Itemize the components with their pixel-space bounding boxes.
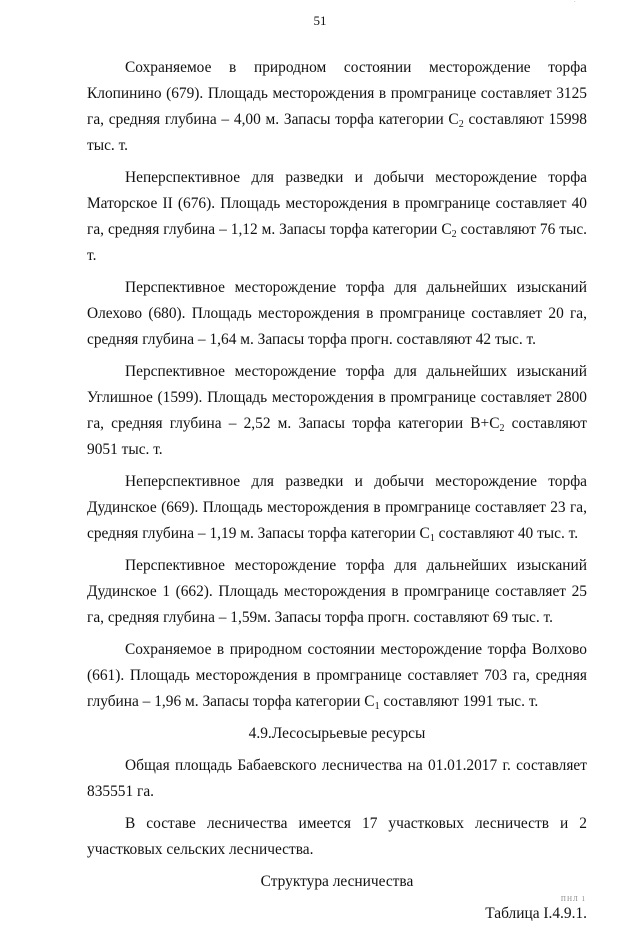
paragraph-text: Сохраняемое в природном состоянии месторождение торфа Клопинино (679). Площадь месторождения в промгранице составляет 3125 га, средняя глубина – 4,00 м. Запасы торфа категории С [87, 59, 587, 128]
deposit-paragraph-klopinino [87, 55, 587, 159]
deposit-paragraph-matorskoe [87, 165, 587, 269]
paragraph-text: составляют 40 тыс. т. [434, 525, 579, 542]
paragraph-text: Неперспективное для разведки и добычи месторождение торфа Дудинское (669). Площадь месторождения в промгранице составляет 23 га, средняя глубина – 1,19 м. Запасы торфа категории С [87, 473, 587, 542]
structure-title: Структура лесничества [260, 873, 414, 890]
category-subscript: 2 [451, 229, 457, 240]
paragraph-text: составляют 15998 тыс. т. [87, 111, 587, 154]
paragraph-text: составляют 76 тыс. т. [87, 221, 588, 264]
peat-deposits-section [87, 55, 587, 715]
category-subscript: 2 [458, 119, 464, 130]
deposit-paragraph-dudinskoe [87, 469, 587, 547]
category-subscript: 1 [429, 533, 435, 544]
deposit-paragraph-dudinskoe-1 [87, 553, 587, 631]
scan-mark: · [573, 0, 576, 6]
paragraph-text: Перспективное месторождение торфа для дальнейших изысканий Дудинское 1 (662). Площадь месторождения в промгранице составляет 25 га, средняя глубина – 1,59м. Запасы торфа прогн. составляют 69 тыс. т. [87, 557, 587, 626]
deposit-paragraph-olekhovo [87, 275, 587, 353]
category-subscript: 1 [374, 701, 380, 712]
page-number: 51 [313, 13, 327, 28]
table-label: Таблица I.4.9.1. [485, 905, 587, 922]
forestry-area-paragraph: Общая площадь Бабаевского лесничества на 01.01.2017 г. составляет 835551 га. [87, 757, 587, 800]
paragraph-text: составляют 1991 тыс. т. [379, 693, 539, 710]
paragraph-text: Сохраняемое в природном состоянии месторождение торфа Волхово (661). Площадь месторождения в промгранице составляет 703 га, средняя глубина – 1,96 м. Запасы торфа категории С [87, 641, 587, 710]
document-body [87, 55, 587, 927]
paragraph-text: Перспективное месторождение торфа для дальнейших изысканий Углишное (1599). Площадь месторождения в промгранице составляет 2800 га, средняя глубина – 2,52 м. Запасы торфа категории В+С [87, 363, 587, 432]
scan-mark: ПНЛ 1 [560, 895, 586, 903]
section-heading: 4.9.Лесосырьевые ресурсы [248, 725, 426, 742]
forestry-composition-paragraph: В составе лесничества имеется 17 участковых лесничеств и 2 участковых сельских лесничества. [87, 815, 587, 858]
deposit-paragraph-uglishnoe [87, 359, 587, 463]
paragraph-text: составляют 9051 тыс. т. [87, 415, 587, 458]
category-subscript: 2 [499, 423, 505, 434]
paragraph-text: Перспективное месторождение торфа для дальнейших изысканий Олехово (680). Площадь месторождения в промгранице составляет 20 га, средняя глубина – 1,64 м. Запасы торфа прогн. составляют 42 тыс. т. [87, 279, 587, 348]
deposit-paragraph-volkhovo [87, 637, 587, 715]
paragraph-text: Неперспективное для разведки и добычи месторождение торфа Маторское II (676). Площадь месторождения в промгранице составляет 40 га, средняя глубина – 1,12 м. Запасы торфа категории С [87, 169, 587, 238]
